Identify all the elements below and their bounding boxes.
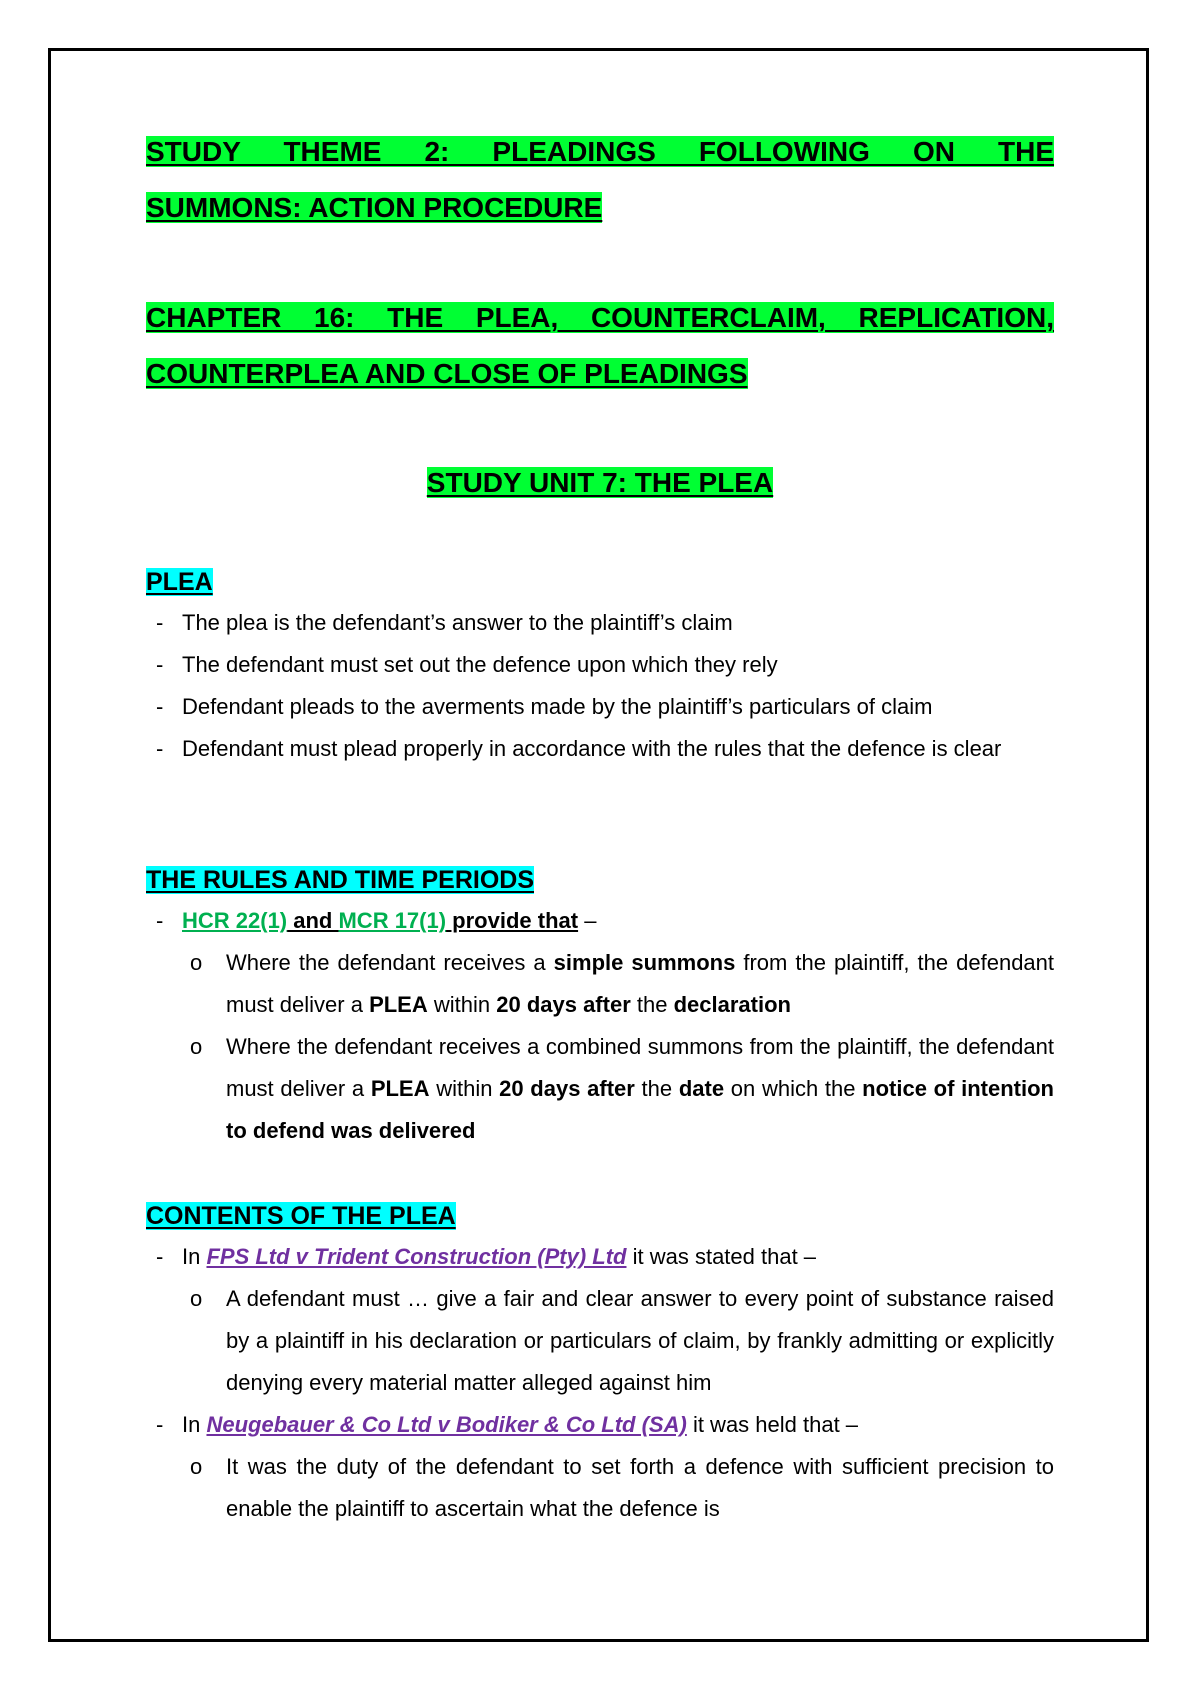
- list-item: - The plea is the defendant’s answer to the plaintiff’s claim: [156, 610, 733, 635]
- rules-section: [146, 860, 1054, 1152]
- study-unit-title: [146, 455, 1054, 511]
- plea-heading: PLEA: [146, 568, 213, 596]
- case-citation-fps: FPS Ltd v Trident Construction (Pty) Ltd: [206, 1244, 627, 1269]
- list-item: o A defendant must … give a fair and clear answer to every point of substance raised by a plaintiff in his declaration or particulars of claim, by frankly admitting or explicitly denying every material matter alleged against him: [190, 1286, 1054, 1395]
- list-item: o Where the defendant receives a simple summons from the plaintiff, the defendant must deliver a PLEA within 20 days after the declaration: [190, 950, 1055, 1017]
- study-theme-line2: SUMMONS: ACTION PROCEDURE: [146, 192, 603, 223]
- case-citation-neugebauer: Neugebauer & Co Ltd v Bodiker & Co Ltd (SA): [206, 1412, 687, 1437]
- plea-section: [146, 562, 1054, 770]
- contents-section: [146, 1196, 1054, 1530]
- list-item: - Defendant must plead properly in accordance with the rules that the defence is clear: [156, 736, 1002, 761]
- mcr-reference: MCR 17(1): [338, 908, 447, 933]
- list-item: o It was the duty of the defendant to set forth a defence with sufficient precision to enable the plaintiff to ascertain what the defence is: [190, 1454, 1054, 1521]
- study-theme-line1: STUDY THEME 2: PLEADINGS FOLLOWING ON THE: [146, 136, 1054, 167]
- list-item: - HCR 22(1) and MCR 17(1) provide that –: [156, 908, 597, 933]
- study-unit-label: STUDY UNIT 7: THE PLEA: [426, 467, 774, 498]
- hcr-reference: HCR 22(1): [182, 908, 288, 933]
- list-item: - In Neugebauer & Co Ltd v Bodiker & Co Ltd (SA) it was held that –: [156, 1412, 859, 1437]
- list-item: o Where the defendant receives a combined summons from the plaintiff, the defendant must deliver a PLEA within 20 days after the date on which the notice of intention to defend was delivered: [190, 1034, 1054, 1143]
- rules-heading: THE RULES AND TIME PERIODS: [146, 866, 534, 894]
- list-item: - The defendant must set out the defence upon which they rely: [156, 652, 778, 677]
- study-theme-title: [146, 124, 1054, 236]
- contents-heading: CONTENTS OF THE PLEA: [146, 1202, 456, 1230]
- chapter-title: [146, 290, 1054, 402]
- chapter-line1: CHAPTER 16: THE PLEA, COUNTERCLAIM, REPLICATION,: [146, 302, 1054, 333]
- chapter-line2: COUNTERPLEA AND CLOSE OF PLEADINGS: [146, 358, 748, 389]
- list-item: - Defendant pleads to the averments made by the plaintiff’s particulars of claim: [156, 694, 933, 719]
- list-item: - In FPS Ltd v Trident Construction (Pty) Ltd it was stated that –: [156, 1244, 817, 1269]
